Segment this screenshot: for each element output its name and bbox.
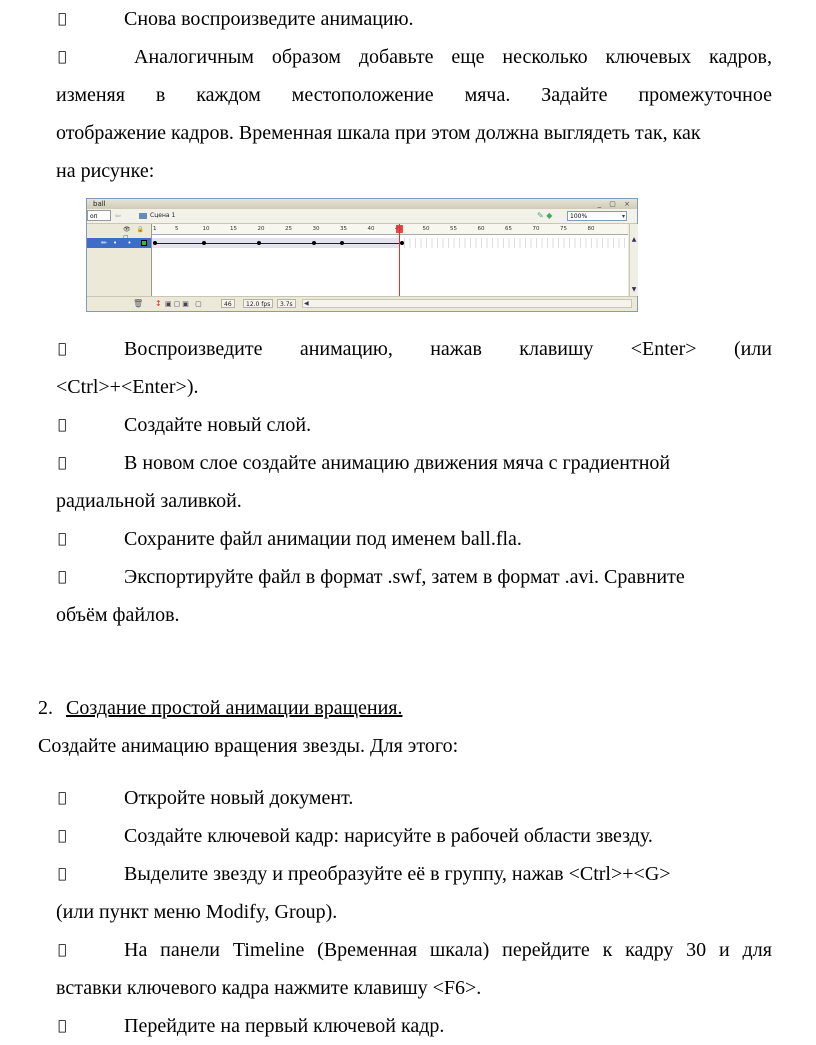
bullet-icon: [58, 529, 66, 549]
keyframe-dot[interactable]: [257, 241, 261, 245]
scene-icon: [139, 213, 147, 219]
word: добавьте: [358, 46, 434, 68]
layer-outline-color-icon[interactable]: [141, 240, 147, 246]
word: клавишу: [519, 338, 594, 360]
timeline-panel-screenshot: [86, 198, 638, 312]
frame-rate-readout: 12.0 fps: [243, 299, 273, 308]
instruction-replay: Снова воспроизведите анимацию.: [124, 8, 414, 30]
word: анимацию,: [299, 338, 393, 360]
ruler-tick-label: 65: [505, 226, 512, 232]
keyframe-dot[interactable]: [312, 241, 316, 245]
ruler-tick-label: 75: [560, 226, 567, 232]
ruler-tick-label: 5: [175, 226, 179, 232]
pencil-icon: ✏: [101, 239, 107, 247]
ruler-tick-label: 80: [587, 226, 595, 232]
section-title: Создание простой анимации вращения.: [66, 697, 403, 719]
layer-header-icons[interactable]: 👁 🔒: [123, 226, 146, 233]
motion-tween-span: [152, 238, 400, 248]
chevron-down-icon: ▾: [621, 213, 625, 220]
onion-skin-icons[interactable]: ▣▢▣ ▢: [165, 300, 204, 308]
ruler-tick-label: 15: [230, 226, 237, 232]
timeline-window-title: ball: [93, 200, 106, 208]
word: еще: [451, 46, 485, 68]
word: кадров,: [709, 46, 772, 68]
back-arrow-icon[interactable]: ⇦: [115, 212, 121, 220]
word: каждом: [196, 84, 261, 106]
bullet-icon: [58, 788, 66, 808]
section-intro: Создайте анимацию вращения звезды. Для этого:: [38, 735, 459, 757]
playhead-marker[interactable]: [396, 225, 403, 233]
current-frame-readout: 46: [221, 299, 235, 308]
word: Аналогичным: [134, 46, 254, 68]
document-tab[interactable]: оп: [87, 210, 111, 221]
word: образом: [271, 46, 341, 68]
instruction-new-document: Откройте новый документ.: [124, 787, 354, 809]
bullet-icon: [58, 47, 66, 67]
scroll-up-icon[interactable]: ▲: [631, 236, 637, 243]
word: 30: [686, 939, 707, 961]
instruction-group-line2: (или пункт меню Modify, Group).: [56, 901, 338, 923]
keyframe-dot[interactable]: [400, 241, 404, 245]
timeline-title-bar: [87, 199, 637, 209]
keyframe-dot[interactable]: [202, 241, 206, 245]
instruction-group-line1: Выделите звезду и преобразуйте её в группу, нажав <Ctrl>+<G>: [124, 863, 671, 885]
bullet-icon: [58, 453, 66, 473]
ruler-tick-label: 35: [340, 226, 347, 232]
instruction-add-keyframes-line1: [134, 38, 772, 76]
ruler-tick-label: 50: [422, 226, 430, 232]
word: <Enter>: [630, 338, 697, 360]
instruction-add-keyframes-line4: на рисунке:: [56, 160, 155, 182]
window-control-icons[interactable]: _ ▢ ×: [597, 200, 633, 208]
word: в: [155, 84, 166, 106]
word: Задайте: [541, 84, 608, 106]
ruler-tick-label: 30: [312, 226, 320, 232]
instruction-add-keyframes-line2: [56, 76, 772, 114]
word: Воспроизведите: [124, 338, 263, 360]
word: ключевых: [605, 46, 692, 68]
word: изменяя: [56, 84, 125, 106]
word: местоположение: [291, 84, 434, 106]
word: панели: [160, 939, 220, 961]
instruction-export-line2: объём файлов.: [56, 604, 180, 626]
bullet-icon: [58, 864, 66, 884]
word: шкала): [429, 939, 490, 961]
word: несколько: [502, 46, 588, 68]
ruler-tick-label: 1: [153, 226, 157, 232]
keyframe-dot[interactable]: [340, 241, 344, 245]
scene-breadcrumb[interactable]: [139, 211, 175, 221]
layer-row-selected[interactable]: [87, 238, 151, 248]
instruction-gradient-line2: радиальной заливкой.: [56, 490, 242, 512]
instruction-gradient-line1: В новом слое создайте анимацию движения мяча с градиентной: [124, 452, 671, 474]
ruler-tick-label: 55: [450, 226, 457, 232]
timeline-toolbar: [87, 209, 637, 224]
zoom-value: 100%: [570, 213, 588, 220]
scroll-down-icon[interactable]: ▼: [631, 286, 637, 293]
scroll-left-icon[interactable]: ◀: [304, 300, 309, 307]
word: для: [742, 939, 772, 961]
bullet-icon: [58, 1016, 66, 1036]
ruler-tick-label: 70: [532, 226, 540, 232]
keyframe-dot[interactable]: [153, 241, 157, 245]
frame-ruler[interactable]: [152, 224, 628, 235]
ruler-tick-label: 60: [477, 226, 485, 232]
bullet-icon: [58, 339, 66, 359]
layer-visibility-dots[interactable]: • •: [113, 239, 136, 247]
instruction-export-line1: Экспортируйте файл в формат .swf, затем в формат .avi. Сравните: [124, 566, 685, 588]
playhead[interactable]: [399, 224, 400, 296]
scene-label: Сцена 1: [150, 212, 176, 219]
frames-area[interactable]: [152, 224, 628, 296]
bullet-icon: [58, 567, 66, 587]
horizontal-scrollbar[interactable]: [302, 299, 632, 308]
center-frame-icon[interactable]: ↕: [155, 299, 162, 308]
tween-arrow-line: [155, 243, 399, 244]
word: перейдите: [502, 939, 590, 961]
instruction-first-keyframe: Перейдите на первый ключевой кадр.: [124, 1015, 445, 1037]
trash-icon[interactable]: 🗑: [133, 299, 144, 308]
ruler-tick-label: 10: [202, 226, 210, 232]
word: кадру: [625, 939, 674, 961]
bullet-icon: [58, 826, 66, 846]
bullet-icon: [58, 415, 66, 435]
instruction-draw-star: Создайте ключевой кадр: нарисуйте в рабочей области звезду.: [124, 825, 653, 847]
word: На: [124, 939, 148, 961]
instruction-play-line1: [124, 330, 772, 368]
layer-frames-row[interactable]: [152, 238, 628, 248]
word: (или: [733, 338, 772, 360]
word: промежуточное: [638, 84, 772, 106]
word: Timeline: [232, 939, 305, 961]
word: к: [602, 939, 613, 961]
word: нажав: [430, 338, 482, 360]
ruler-tick-label: 20: [257, 226, 265, 232]
bullet-icon: [58, 940, 66, 960]
ruler-tick-label: 25: [285, 226, 292, 232]
instruction-add-keyframes-line3: отображение кадров. Временная шкала при этом должна выглядеть так, как: [56, 122, 701, 144]
instruction-save: Сохраните файл анимации под именем ball.fla.: [124, 528, 522, 550]
bullet-icon: [58, 9, 66, 29]
zoom-select[interactable]: [567, 211, 627, 221]
ruler-tick-label: 40: [367, 226, 375, 232]
word: мяча.: [464, 84, 511, 106]
instruction-keyframe30-line2: вставки ключевого кадра нажмите клавишу <F6>.: [56, 977, 482, 999]
instruction-keyframe30-line1: [124, 931, 772, 969]
section-number: 2.: [38, 697, 53, 719]
word: и: [719, 939, 730, 961]
instruction-play-line2: <Ctrl>+<Enter>).: [56, 376, 199, 398]
elapsed-time-readout: 3.7s: [277, 299, 296, 308]
edit-scene-icon[interactable]: ✎ ◆: [537, 211, 553, 220]
vertical-scrollbar[interactable]: [629, 224, 638, 296]
instruction-new-layer: Создайте новый слой.: [124, 414, 312, 436]
timeline-status-bar: [87, 296, 637, 311]
word: (Временная: [317, 939, 418, 961]
layer-panel: [87, 224, 152, 296]
